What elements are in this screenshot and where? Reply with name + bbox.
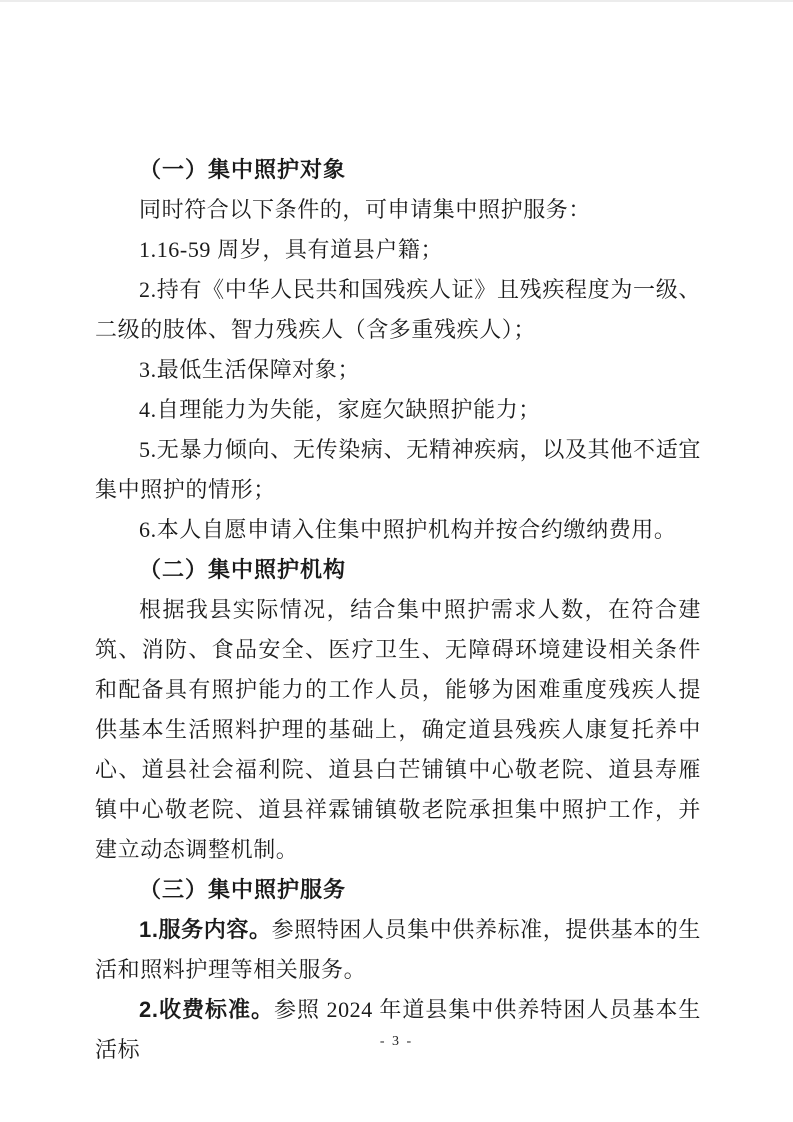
section-heading-1: （一）集中照护对象: [139, 157, 347, 182]
list-item-2: 2.持有《中华人民共和国残疾人证》且残疾程度为一级、二级的肢体、智力残疾人（含多重残疾人）；: [95, 277, 701, 342]
list-item-5: 5.无暴力倾向、无传染病、无精神疾病，以及其他不适宜集中照护的情形；: [95, 437, 701, 502]
list-item-4: 4.自理能力为失能，家庭欠缺照护能力；: [139, 397, 541, 422]
list-item-1: 1.16-59 周岁，具有道县户籍；: [139, 237, 444, 262]
list-item-3: 3.最低生活保障对象；: [139, 357, 361, 382]
paragraph-service-content-text: 参照特困人员集中供养标准，提供基本的生活和照料护理等相关服务。: [95, 917, 701, 982]
paragraph-fee-standard-lead: 2.收费标准。: [139, 997, 274, 1022]
paragraph-service-content-lead: 1.服务内容。: [139, 917, 272, 942]
paragraph-fee-standard: [95, 990, 701, 1070]
section-heading-2: （二）集中照护机构: [139, 557, 347, 582]
section-heading-3: （三）集中照护服务: [139, 877, 347, 902]
paragraph-fee-standard-text: 参照 2024 年道县集中供养特困人员基本生活标: [95, 997, 701, 1062]
list-item-6: 6.本人自愿申请入住集中照护机构并按合约缴纳费用。: [139, 517, 677, 542]
paragraph-intro: 同时符合以下条件的，可申请集中照护服务：: [139, 197, 592, 222]
page-number: - 3 -: [379, 1034, 414, 1049]
document-body: [95, 150, 701, 1070]
paragraph-service-content: [95, 910, 701, 990]
paragraph-institutions: 根据我县实际情况，结合集中照护需求人数，在符合建筑、消防、食品安全、医疗卫生、无障碍环境建设相关条件和配备具有照护能力的工作人员，能够为困难重度残疾人提供基本生活照料护理的基础上，确定道县残疾人康复托养中心、道县社会福利院、道县白芒铺镇中心敬老院、道县寿雁镇中心敬老院、道县祥霖铺镇敬老院承担集中照护工作，并建立动态调整机制。: [95, 597, 701, 862]
